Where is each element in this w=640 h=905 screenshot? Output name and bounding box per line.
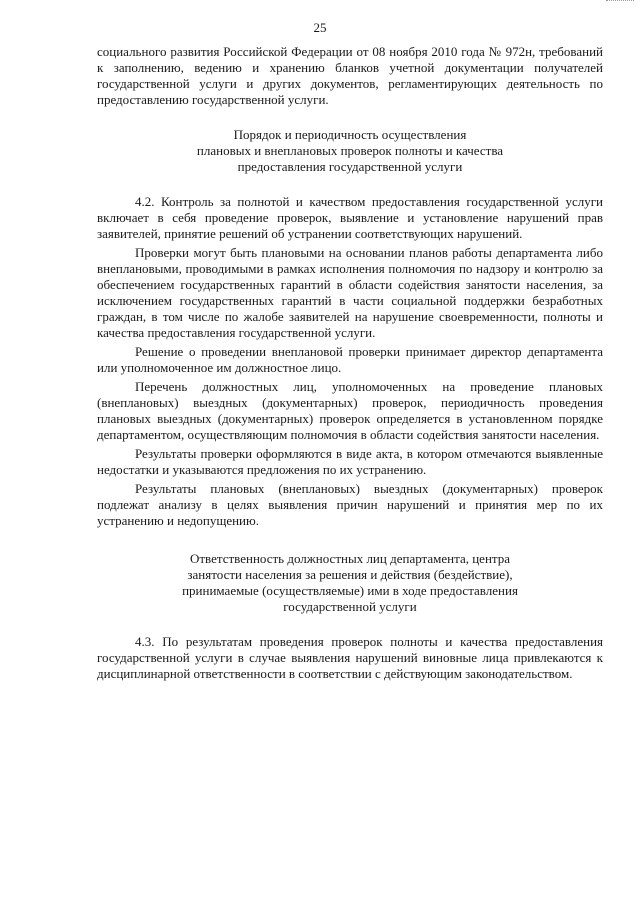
heading-line: Порядок и периодичность осуществления [233,127,467,142]
heading-line: предоставления государственной услуги [237,159,463,174]
paragraph-results-analysis: Результаты плановых (внеплановых) выездных (документарных) проверок подлежат анализу в целях выявления причин нарушений и принятия мер по их устранению и недопущению. [97,481,603,528]
page-number: 25 [313,20,327,35]
paragraph-4-2: 4.2. Контроль за полнотой и качеством предоставления государственной услуги включает в себя проведение проверок, выявление и установление нарушений прав заявителей, принятие решений об устранении соответствующих нарушений. [97,194,603,241]
paragraph-inspection-results: Результаты проверки оформляются в виде акта, в котором отмечаются выявленные недостатки и указываются предложения по их устранению. [97,446,603,477]
paragraph-unscheduled-decision: Решение о проведении внеплановой проверки принимает директор департамента или уполномоченное им должностное лицо. [97,344,603,375]
heading-line: принимаемые (осуществляемые) ими в ходе предоставления [182,583,518,598]
intro-paragraph: социального развития Российской Федерации от 08 ноября 2010 года № 972н, требований к заполнению, ведению и хранению бланков учетной документации получателей государственной услуги и других документов, регламентирующих деятельность по предоставлению государственной услуги. [97,44,603,107]
section-heading-inspections [97,127,603,175]
heading-line: государственной услуги [283,599,417,614]
paragraph-4-3: 4.3. По результатам проведения проверок полноты и качества предоставления государственной услуги в случае выявления нарушений виновные лица привлекаются к дисциплинарной ответственности в соответствии с действующим законодательством. [97,634,603,681]
heading-line: плановых и внеплановых проверок полноты и качества [196,143,504,158]
heading-line: Ответственность должностных лиц департамента, центра [189,551,511,566]
paragraph-officials-list: Перечень должностных лиц, уполномоченных на проведение плановых (внеплановых) выездных (документарных) проверок, периодичность проведения плановых выездных (документарных) проверок определяется в установленном порядке департаментом, осуществляющим полномочия в области содействия занятости населения. [97,379,603,442]
scan-corner-mark [606,0,634,3]
document-body [97,44,603,682]
section-heading-responsibility [97,551,603,615]
paragraph-inspection-types: Проверки могут быть плановыми на основании планов работы департамента либо внеплановыми, проводимыми в рамках исполнения полномочия по надзору и контролю за обеспечением государственных гарантий в области содействия занятости населения, за исключением государственных гарантий в части социальной поддержки безработных граждан, в том числе по жалобе заявителей на нарушение своевременности, полноты и качества предоставления государственной услуги. [97,245,603,340]
heading-line: занятости населения за решения и действия (бездействие), [187,567,513,582]
